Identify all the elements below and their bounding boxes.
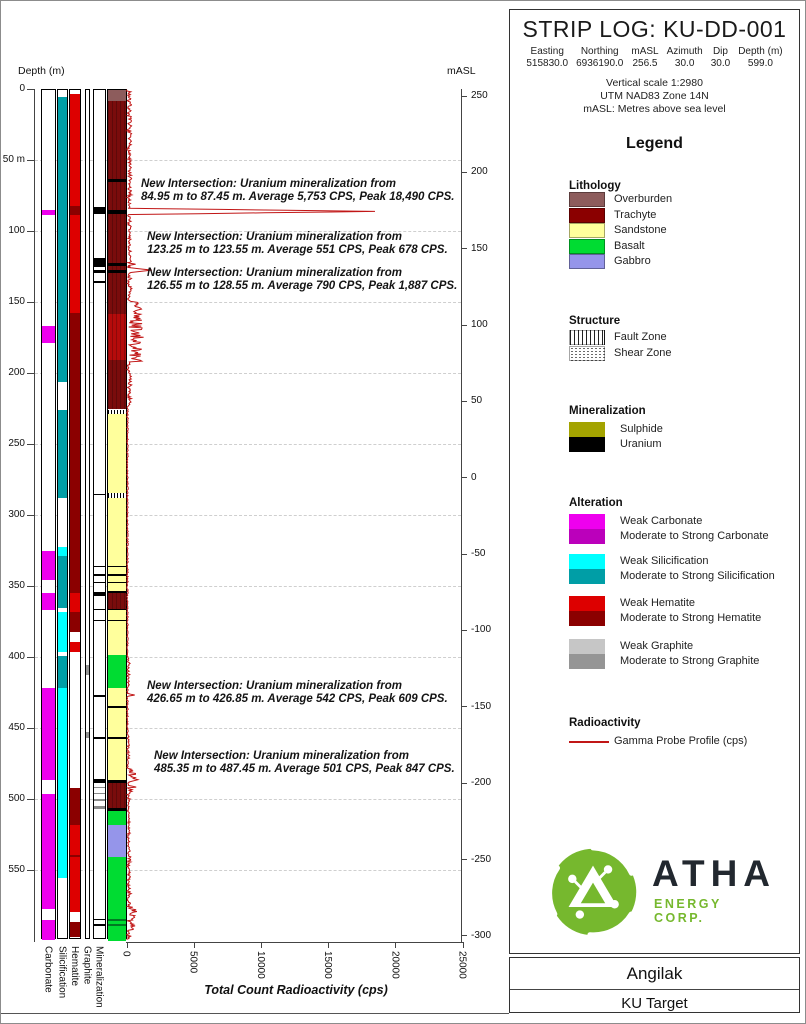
track-interval-strong [70,206,80,215]
collar-field-label: Easting [530,46,564,57]
note-masl: mASL: Metres above sea level [583,103,726,115]
x-tick-mark [194,942,195,948]
legend-heading-lithology: Lithology [569,180,621,192]
legend-mineralization-swatch [569,422,605,437]
track-interval-uranium [94,620,105,621]
lithology-interval-trachyte [108,101,126,409]
legend-heading-mineralization: Mineralization [569,405,646,417]
legend-structure-row-swatch [569,330,605,345]
track-label-mineralization: Mineralization [93,946,105,1008]
annotation-line2: 485.35 m to 487.45 m. Average 501 CPS, Peak 847 CPS. [154,763,455,775]
info-panel [509,9,800,954]
track-interval-weak [70,94,80,206]
legend-mineralization-label: Sulphide [620,423,663,435]
x-tick-label: 0 [120,951,132,957]
masl-tick-label: -50 [471,548,486,560]
legend-alteration-swatch [569,639,605,669]
depth-tick-label: 350 [8,580,25,591]
legend-lithology-row [569,223,779,238]
track-interval-graphite_line [94,806,105,809]
legend-alteration-weak-label: Weak Graphite [620,640,694,652]
track-interval-graphite_line [94,787,105,789]
depth-tick-label: 400 [8,651,25,662]
lithology-interval-basalt [108,811,126,825]
legend-alteration-swatch [569,514,605,544]
legend-lithology-row-label: Gabbro [614,255,651,267]
x-tick-mark [261,942,262,948]
x-axis-title: Total Count Radioactivity (cps) [204,983,388,997]
track-interval-weak [42,593,55,611]
annotation-line1: New Intersection: Uranium mineralization from [147,267,402,279]
track-label-hematite: Hematite [69,946,80,987]
atha-wordmark: ATHA [652,853,777,894]
legend-alteration-weak-label: Weak Hematite [620,597,695,609]
legend-structure-row [569,330,779,345]
masl-tick-label: 50 [471,395,483,407]
masl-tick-mark [461,630,467,631]
note-datum: UTM NAD83 Zone 14N [600,90,709,102]
lithology-interval-uranium_band [108,210,126,214]
lithology-interval-trachyte [108,783,126,811]
lithology-interval-basalt [108,655,126,688]
track-interval-uranium [94,281,105,282]
map-notes [510,77,799,116]
legend-alteration-strong-label: Moderate to Strong Graphite [620,655,760,667]
annotation-line1: New Intersection: Uranium mineralization from [141,178,396,190]
track-silicification [57,89,68,939]
track-interval-weak [42,794,55,908]
collar-field-easting [522,46,572,69]
masl-tick-mark [461,172,467,173]
track-interval-weak [58,688,67,878]
masl-tick-mark [461,96,467,97]
track-interval-uranium [94,695,105,697]
lithology-interval-sandstone [108,688,126,783]
collar-field-value: 30.0 [710,58,731,69]
legend-lithology-row [569,192,779,207]
note-scale: Vertical scale 1:2980 [606,77,703,89]
x-tick-mark [328,942,329,948]
x-tick-label: 15000 [322,951,334,979]
legend-mineralization-label: Uranium [620,438,662,450]
track-interval-uranium [94,258,105,267]
masl-tick-mark [461,325,467,326]
page-title: STRIP LOG: KU-DD-001 [522,16,787,42]
legend-alteration-swatch [569,554,605,584]
intersection-annotation [141,178,454,204]
project-box [509,957,800,1013]
collar-info-table [510,46,799,69]
legend-structure-row-label: Shear Zone [614,347,672,359]
legend-alteration-weak-label: Weak Silicification [620,555,709,567]
lithology-interval-basalt_dark_line [108,924,126,926]
track-interval-strong [70,313,80,593]
legend-mineralization-row [569,437,779,452]
legend-alteration-group [569,554,794,586]
depth-axis-line [34,89,35,942]
legend-lithology-row [569,208,779,223]
depth-tick-label: 550 [8,864,25,875]
masl-tick-mark [461,554,467,555]
x-axis-line [126,942,463,943]
track-interval-weak [70,593,80,612]
track-label-carbonate: Carbonate [42,946,54,993]
masl-tick-mark [461,477,467,478]
track-interval-uranium [94,207,105,214]
depth-tick-label: 150 [8,296,25,307]
lithology-interval-uranium_band [108,270,126,274]
intersection-annotation [147,680,448,706]
depth-axis-title: Depth (m) [18,65,65,77]
depth-tick-mark [27,870,34,871]
x-tick-label: 5000 [187,951,199,974]
track-mineralization [93,89,106,939]
masl-axis-title: mASL [447,65,476,77]
legend-alteration-strong-label: Moderate to Strong Silicification [620,570,775,582]
depth-tick-mark [27,799,34,800]
track-interval-weak [42,688,55,780]
depth-tick-mark [27,302,34,303]
gamma-line-swatch [569,741,609,743]
intersection-annotation [154,750,455,776]
collar-field-label: Northing [580,46,619,57]
legend-lithology-row-label: Basalt [614,239,645,252]
track-interval-strong [70,922,80,937]
collar-field-azimuth [663,46,707,69]
legend-lithology-row-label: Trachyte [614,208,657,221]
collar-field-label: mASL [631,46,659,57]
depth-tick-mark [27,444,34,445]
masl-tick-label: 0 [471,471,477,483]
legend-title: Legend [626,135,683,152]
x-tick-label: 25000 [456,951,468,979]
track-label-silicification: Silicification [56,946,68,999]
collar-field-value: 256.5 [632,58,658,69]
x-tick-mark [463,942,464,948]
track-interval-uranium [94,919,105,920]
track-interval-uranium [94,592,105,596]
legend-lithology-row-swatch [569,254,605,269]
lithology-interval-trachyte_red [108,314,126,359]
depth-tick-mark [27,231,34,232]
legend-lithology-row [569,254,779,269]
lithology-interval-gabbro [108,825,126,857]
track-interval-uranium [94,609,105,610]
collar-field-depthm [734,46,786,69]
collar-field-northing [572,46,627,69]
masl-tick-label: 100 [471,319,488,331]
depth-tick-mark [27,586,34,587]
depth-tick-mark [27,89,34,90]
track-interval-weak [42,551,55,580]
lithology-interval-black_line [108,566,126,568]
masl-tick-label: -100 [471,624,492,636]
depth-tick-mark [27,515,34,516]
track-interval-uranium [94,566,105,567]
collar-field-label: Depth (m) [738,46,783,57]
track-hematite [69,89,81,939]
track-carbonate [41,89,56,939]
annotation-line2: 426.65 m to 426.85 m. Average 542 CPS, Peak 609 CPS. [147,693,448,705]
masl-tick-label: -300 [471,929,492,941]
lithology-interval-black_line [108,737,126,739]
masl-tick-label: 200 [471,166,488,178]
track-interval-weak [58,612,67,652]
atha-logo-icon [546,845,640,939]
lithology-interval-black_line [108,706,126,708]
masl-tick-label: -250 [471,853,492,865]
depth-tick-label: 0 [19,83,25,94]
lithology-interval-uranium_band [108,179,126,182]
track-interval-uranium [94,494,105,495]
legend-lithology-row-swatch [569,239,605,254]
collar-field-value: 599.0 [747,58,773,69]
lithology-interval-overburden [108,90,126,101]
masl-tick-label: 250 [471,90,488,101]
legend-lithology-row-swatch [569,223,605,238]
track-interval-graphite_line [94,799,105,801]
depth-tick-label: 200 [8,367,25,378]
legend-alteration-group [569,596,794,628]
track-interval-strong [58,410,67,498]
masl-axis-line [461,89,462,942]
lithology-interval-black_line [108,582,126,584]
track-interval-weak [42,920,55,940]
collar-field-value: 515830.0 [526,58,569,69]
masl-tick-label: -150 [471,700,492,712]
track-interval-weak [70,825,80,855]
legend-alteration-group [569,514,794,546]
project-name: Angilak [626,964,683,983]
depth-tick-label: 100 [8,225,25,236]
depth-tick-label: 250 [8,438,25,449]
legend-structure-row-label: Fault Zone [614,331,667,343]
legend-alteration-group [569,639,794,671]
lithology-interval-fault_zone [108,493,126,498]
track-label-graphite: Graphite [81,946,93,985]
annotation-line1: New Intersection: Uranium mineralization from [147,231,402,243]
legend-lithology-row-label: Overburden [614,193,673,205]
legend-mineralization-row [569,422,779,437]
depth-tick-mark [27,160,34,161]
depth-tick-label: 450 [8,722,25,733]
track-interval-uranium [94,924,105,925]
legend-lithology-row-label: Sandstone [614,224,667,236]
masl-tick-label: -200 [471,777,492,789]
legend-radioactivity-row [569,734,794,749]
legend-structure-row-swatch [569,346,605,361]
depth-tick-mark [27,373,34,374]
lithology-interval-trachyte [108,591,126,610]
masl-tick-mark [461,706,467,707]
depth-tick-mark [27,657,34,658]
legend-alteration-swatch [569,596,605,626]
track-graphite [85,89,90,939]
track-interval-strong [70,612,80,632]
annotation-line2: 123.25 m to 123.55 m. Average 551 CPS, Peak 678 CPS. [147,244,448,256]
legend-lithology-row [569,239,779,254]
track-interval-strong [70,788,80,825]
intersection-annotation [147,231,448,257]
x-tick-mark [127,942,128,948]
lithology-interval-black_line [108,609,126,611]
legend-alteration-weak-label: Weak Carbonate [620,515,703,527]
masl-tick-mark [461,859,467,860]
track-interval-weak [42,210,55,215]
annotation-line1: New Intersection: Uranium mineralization from [147,680,402,692]
depth-tick-label: 300 [8,509,25,520]
page-bottom-rule [1,1013,509,1014]
legend-structure-row [569,346,779,361]
annotation-line1: New Intersection: Uranium mineralization from [154,750,409,762]
legend-lithology-row-swatch [569,192,605,207]
x-tick-label: 10000 [254,951,266,979]
legend-alteration-strong-label: Moderate to Strong Hematite [620,612,762,624]
track-interval-strong [58,556,67,608]
track-interval-uranium [94,582,105,583]
depth-tick-label: 50 m [2,154,25,165]
atha-logo [546,845,776,945]
legend-heading-alteration: Alteration [569,497,623,509]
track-interval-weak [70,215,80,313]
legend-heading-radioactivity: Radioactivity [569,717,641,729]
track-interval-uranium [94,779,105,783]
x-tick-label: 20000 [389,951,401,979]
lithology-interval-black_line [108,591,126,593]
track-interval-graphite_line [94,793,105,794]
annotation-line2: 126.55 m to 128.55 m. Average 790 CPS, Peak 1,887 CPS. [147,280,458,292]
track-interval-uranium [94,270,105,274]
track-interval-weak [58,547,67,556]
x-tick-mark [395,942,396,948]
depth-tick-label: 500 [8,793,25,804]
collar-field-value: 30.0 [674,58,695,69]
collar-field-label: Azimuth [666,46,703,57]
intersection-annotation [147,267,457,293]
track-interval-strong [58,656,67,688]
masl-tick-mark [461,935,467,936]
masl-tick-mark [461,783,467,784]
masl-tick-mark [461,248,467,249]
lithology-interval-black_line [108,620,126,622]
legend-lithology-row-swatch [569,208,605,223]
lithology-interval-uranium_band [108,263,126,266]
masl-tick-label: 150 [471,242,488,254]
lithology-interval-black_line [108,574,126,576]
annotation-line2: 84.95 m to 87.45 m. Average 5,753 CPS, Peak 18,490 CPS. [141,191,455,203]
strip-log-plot [1,1,509,1024]
track-interval-uranium [94,737,105,739]
target-name: KU Target [510,989,799,1012]
collar-field-value: 6936190.0 [576,58,624,69]
legend-heading-structure: Structure [569,315,621,327]
lithology-column [107,89,127,939]
collar-field-dip [707,46,734,69]
track-interval-weak [42,326,55,342]
legend-mineralization-swatch [569,437,605,452]
track-interval-strong [86,665,89,675]
legend-radioactivity-label: Gamma Probe Profile (cps) [614,735,748,747]
legend-alteration-strong-label: Moderate to Strong Carbonate [620,530,769,542]
lithology-interval-basalt_dark_line [108,919,126,921]
masl-tick-mark [461,401,467,402]
depth-tick-mark [27,728,34,729]
lithology-interval-basalt [108,857,126,941]
lithology-interval-black_line [108,780,126,783]
track-interval-uranium [94,574,105,575]
track-interval-strong [58,97,67,382]
track-interval-strong [86,732,89,738]
atha-subtitle: ENERGY CORP. [654,897,722,925]
track-interval-weak [70,857,80,912]
collar-field-label: Dip [712,46,728,57]
collar-field-masl [627,46,662,69]
track-interval-weak [70,642,80,652]
